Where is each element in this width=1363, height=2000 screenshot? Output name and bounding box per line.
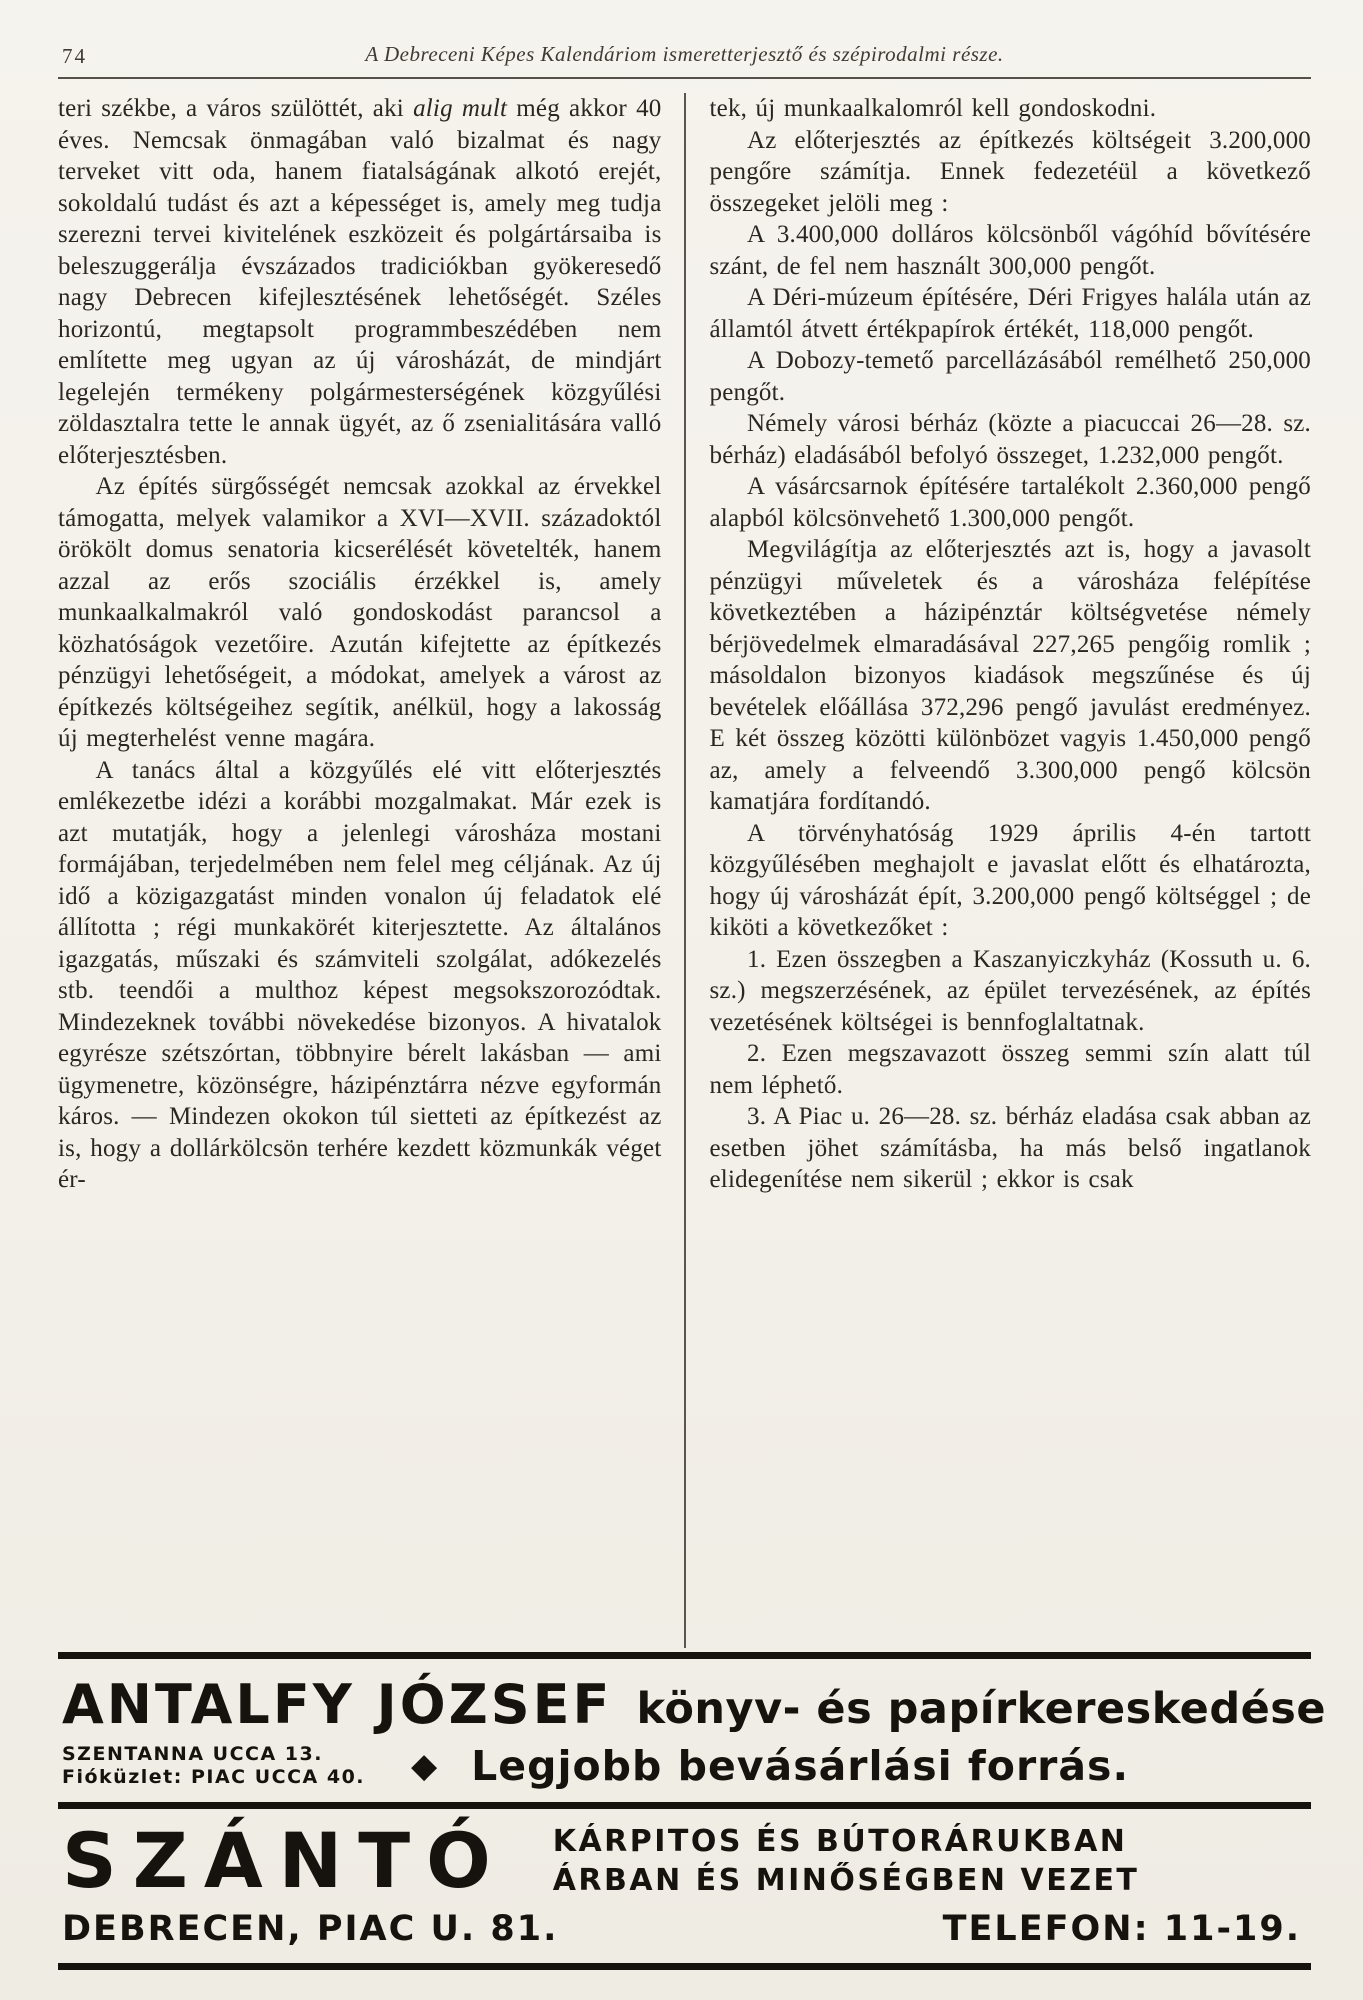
page-title: A Debreceni Képes Kalendáriom ismeretterjesztő és szépirodalmi része. — [365, 42, 1004, 66]
ad-szanto-name: SZÁNTÓ — [62, 1816, 507, 1905]
paragraph: A törvényhatóság 1929 április 4-én tartott közgyűlésében meghajolt e javaslat előtt és elhatározta, hogy új városházát épít, 3.200,000 pengő költséggel ; de kiköti a következőket : — [709, 819, 1311, 941]
paragraph: A Dobozy-temető parcellázásából remélhető 250,000 pengőt. — [709, 347, 1311, 406]
ad-szanto-tagline — [553, 1822, 1140, 1900]
paragraph: A vásárcsarnok építésére tartalékolt 2.360,000 pengő alapból kölcsönvehető 1.300,000 pengőt. — [709, 473, 1311, 532]
ad-szanto-headline — [62, 1816, 1307, 1905]
ad-antalfy-business: könyv- és papírkereskedése — [636, 1684, 1327, 1734]
diamond-icon: ◆ — [411, 1746, 438, 1786]
paragraph: Az építés sürgősségét nemcsak azokkal az érvekkel támogatta, melyek valamikor a XVI—XVII. századoktól örökölt domus senatoria kicserélését követelték, hanem azzal az erős szociális érzékkel is, amely munkaalkalmakról való gondoskodást parancsol a közhatóságok vezetőire. Azután kifejtette az építkezés pénzügyi lehetőségeit, a módokat, amelyek a várost az építkezés költségeihez segítik, anélkül, hogy a lakosság új megterhelést venne magára. — [58, 473, 662, 752]
ad-szanto-phone: TELEFON: 11-19. — [942, 1909, 1301, 1949]
paragraph: A tanács által a közgyűlés elé vitt előterjesztés emlékezetbe idézi a korábbi mozgalmakat. Már ezek is azt mutatják, hogy a jelenlegi városháza mostani formájában, terjedelmében nem felel meg céljának. Az új idő a közigazgatást minden vonalon új feladatok elé állította ; régi munkakörét kiterjesztette. Az általános igazgatás, műszaki és számviteli szolgálat, adókezelés stb. teendői a multhoz képest megsokszorozódtak. Mindezeknek további növekedése bizonyos. A hivatalok egyrésze szétszórtan, többnyire bérelt lakásban — ami ügymenetre, közönségre, házipénztárra nézve egyformán káros. — Mindezen okokon túl sietteti az építkezést az is, hogy a dollárkölcsön terhére kezdett közmunkák véget ér- — [58, 756, 662, 1193]
ad-antalfy-detail — [62, 1742, 1307, 1790]
ad-antalfy-address-line2: Fióküzlet: PIAC UCCA 40. — [62, 1766, 366, 1788]
paragraph: 3. A Piac u. 26—28. sz. bérház eladása csak abban az esetben jöhet számításba, ha más belső ingatlanok elidegenítése nem sikerül ; ekkor is csak — [709, 1103, 1311, 1193]
ad-antalfy-address — [62, 1743, 365, 1789]
ad-antalfy-address-line1: SZENTANNA UCCA 13. — [62, 1743, 323, 1765]
ad-separator-rule — [58, 1963, 1311, 1970]
header-rule — [58, 77, 1311, 79]
right-column — [686, 93, 1312, 1652]
paragraph: 2. Ezen megszavazott összeg semmi szín alatt túl nem léphető. — [709, 1040, 1311, 1099]
paragraph: Az előterjesztés az építkezés költségeit 3.200,000 pengőre számítja. Ennek fedezetéül a következő összegeket jelöli meg : — [709, 126, 1311, 217]
ad-szanto-address: DEBRECEN, PIAC U. 81. — [62, 1909, 559, 1949]
paragraph-italic-text: alig mult — [413, 95, 508, 122]
paragraph: A 3.400,000 dolláros kölcsönből vágóhíd bővítésére szánt, de fel nem használt 300,000 pengőt. — [709, 221, 1311, 280]
ad-szanto-tagline-line1: KÁRPITOS ÉS BÚTORÁRUKBAN — [552, 1824, 1128, 1859]
ad-szanto — [58, 1809, 1311, 1963]
advertisements — [58, 1652, 1327, 1970]
paragraph-text: teri székbe, a város szülöttét, aki — [58, 95, 414, 122]
ad-szanto-contact — [62, 1909, 1307, 1949]
paragraph: Megvilágítja az előterjesztés azt is, hogy a javasolt pénzügyi műveletek és a városháza felépítése következtében a házipénztár költségvetése némely bérjövedelmek elmaradásával 227,265 pengőig romlik ; másoldalon bizonyos kiadások megszűnése és új bevételek előállása 372,296 pengő javulást eredményez. E két összeg közötti különbözet vagyis 1.450,000 pengő az, amely a felveendő 3.300,000 pengő kölcsön kamatjára fordítandó. — [709, 536, 1311, 815]
paragraph: A Déri-múzeum építésére, Déri Frigyes halála után az államtól átvett értékpapírok értékét, 118,000 pengőt. — [709, 284, 1311, 343]
ad-antalfy — [58, 1659, 1327, 1802]
page-header — [58, 40, 1311, 74]
paragraph-text: még akkor 40 éves. Nemcsak önmagában való bizalmat és nagy terveket vitt oda, hanem fiatalságának alkotó erejét, sokoldalú tudást és azt a képességet is, amely meg tudja szerezni tervei kivitelének eszközeit és polgártársaiba is beleszuggerálja évszázados tradiciókban gyökeresedő nagy Debrecen kifejlesztésének lehetőségét. Széles horizontú, megtapsolt programmbeszédében nem említette meg ugyan az új városházát, de mindjárt legelején termékeny polgármesterségének közgyűlési zöldasztalra tette le annak ügyét, az ő zsenialitására valló előterjesztésben. — [58, 95, 662, 469]
ad-szanto-tagline-line2: ÁRBAN ÉS MINŐSÉGBEN VEZET — [552, 1863, 1140, 1898]
left-column — [58, 93, 684, 1652]
ad-antalfy-name: ANTALFY JÓZSEF — [62, 1673, 613, 1736]
page-number: 74 — [62, 44, 87, 68]
ad-antalfy-slogan: Legjobb bevásárlási forrás. — [471, 1742, 1130, 1790]
paragraph: tek, új munkaalkalomról kell gondoskodni. — [709, 95, 1157, 122]
paragraph: Némely városi bérház (közte a piacuccai 26—28. sz. bérház) eladásából befolyó összeget, 1.232,000 pengőt. — [709, 410, 1311, 469]
ad-antalfy-headline — [62, 1673, 1327, 1736]
paragraph — [58, 93, 662, 471]
paragraph: 1. Ezen összegben a Kaszanyiczkyház (Kossuth u. 6. sz.) megszerzésének, az épület tervezésének, az építés vezetésének költségei is bennfoglaltatnak. — [709, 945, 1311, 1036]
article-columns — [58, 93, 1311, 1652]
ad-separator-rule — [58, 1802, 1311, 1809]
ad-separator-rule — [58, 1652, 1311, 1659]
